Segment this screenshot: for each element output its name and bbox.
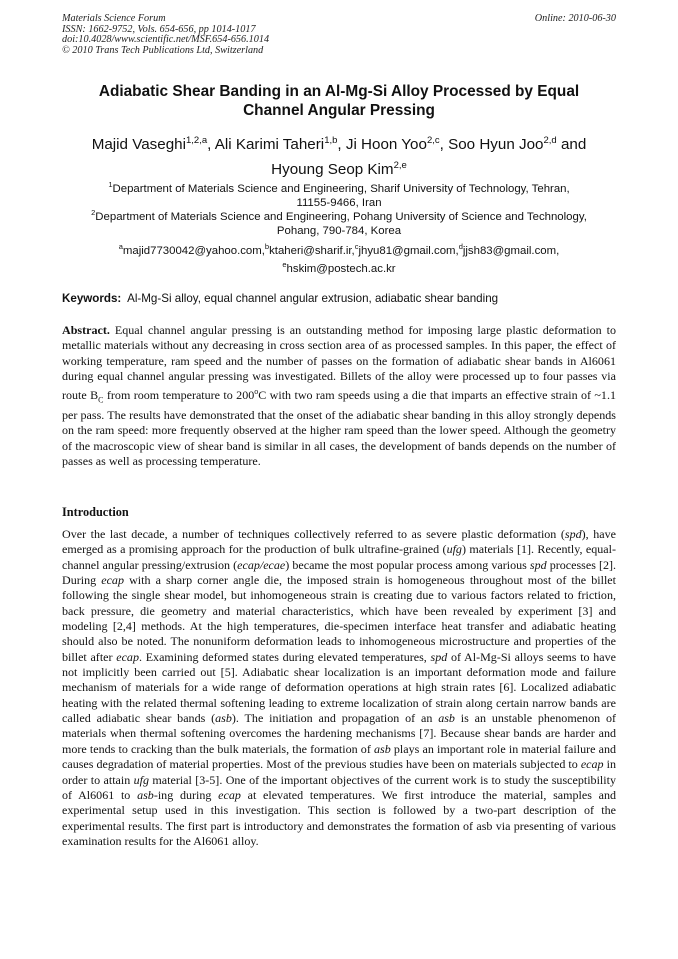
intro-italic: asb [438,711,455,726]
abstract-text: C with two ram speeds using a die that imparts an effective strain of ~1.1 per pass. The results have demonstrated that the onset of the adiabatic shear banding in this alloy strongly depends on the ram speed: more frequently observed at the higher ram speed than the lower speed. Although the geometry of the macroscopic view of shear band is similar in all cases, the development of bands depends on the number of passes as well as processing temperature. [62,388,616,468]
email-address: hskim@postech.ac.kr [286,262,396,275]
author-name: Majid Vaseghi [91,136,186,154]
intro-italic: asb [374,741,391,756]
email-mark: d [458,242,463,251]
email-address: ktaheri@sharif.ir, [269,244,355,257]
intro-text: at elevated temperatures. We first introduce the material, samples and experimental setup used in this investigation. This section is followed by a two-part description of the experimental results. The first part is introductory and demonstrates the formation of asb via presenting of various examination results for the Al6061 alloy. [62,787,616,848]
keywords-text: Al-Mg-Si alloy, equal channel angular extrusion, adiabatic shear banding [127,292,499,305]
intro-italic: ecap [218,787,241,802]
email-mark: e [282,260,287,269]
intro-italic: ecap/ecae [237,557,286,572]
intro-text: Over the last decade, a number of techniques collectively referred to as severe plastic deformation ( [62,527,565,541]
section-heading-introduction: Introduction [62,505,129,519]
intro-text: in order to attain [62,757,616,787]
author-list: Majid Vaseghi$^{1,2,a}$, Ali Karimi Taheri$^{1,b}$, Ji Hoon Yoo$^{2,c}$, Soo Hyun Joo$^{2,d}$ and Hyoung Seop Kim$^{2,e}$ [91,135,587,179]
email-address: jjsh83@gmail.com, [462,244,560,257]
intro-text: ), have emerged as a promising approach for the production of bulk ultrafine-grained ( [62,527,616,557]
abstract [62,323,616,469]
intro-italic: spd [430,649,448,664]
author-name: Ji Hoon Yoo [345,136,427,154]
title-line-1: Adiabatic Shear Banding in an Al-Mg-Si Alloy Processed by Equal [98,83,580,100]
intro-text: is an unstable phenomenon of materials when thermal softening overcomes the hardening mechanisms [7]. Because shear bands are harder and more tends to cracking than the bulk materials, the formation of [62,711,616,756]
introduction-paragraph [62,527,616,849]
author-affil-mark: 1,2,a [185,135,208,146]
keywords [62,292,618,306]
author-name: Hyoung Seop Kim [271,161,394,179]
doi-line: doi:10.4028/www.scientific.net/MSF.654-656.1014 [62,34,270,46]
email-list [62,240,616,276]
copyright-line: © 2010 Trans Tech Publications Ltd, Switzerland [62,44,264,56]
affil-text: Pohang, 790-784, Korea [276,225,402,237]
author-name: Soo Hyun Joo [448,136,544,154]
journal-metadata [62,14,269,56]
intro-text: ) materials [1]. Recently, equal-channel angular pressing/extrusion ( [62,542,616,572]
intro-italic: ecap [580,757,604,772]
journal-name: Materials Science Forum [62,13,166,24]
affil-text: Department of Materials Science and Engineering, Pohang University of Science and Technology, [95,210,587,223]
intro-italic: spd [529,557,547,572]
affil-number: 2 [91,208,96,217]
email-address: jhyu81@gmail.com, [358,244,459,257]
intro-italic: asb [215,711,232,726]
affil-number: 1 [108,180,113,189]
affil-text: 11155-9466, Iran [296,197,382,209]
intro-italic: ecap [101,573,124,588]
intro-text: with a sharp corner angle die, the imposed strain is homogeneous throughout most of the billet following the single shear model, but inhomogeneous strain is creating due to various factors related to friction, back pressure, die geometry and material characteristics, which have been revealed by experiment [3] and modeling [2,4] methods. At the high temperatures, die-specimen interface heat transfer and adiabatic heating should also be noted. The nonuniform deformation leads to inhomogeneous microstructure and properties of the billet after [62,573,617,664]
author-affil-mark: 1,b [324,135,338,146]
abstract-text: Equal channel angular pressing is an outstanding method for imposing large plastic deformation to metallic materials without any decreasing in cross section area of as processed samples. In this paper, the effect of working temperature, ram speed and the number of passes on the formation of adiabatic shear bands in Al6061 during equal channel angular pressing was investigated. Billets of the alloy were processed up to four passes via route B [62,323,617,403]
affiliation-2 [58,206,620,238]
paper-title [62,82,616,120]
title-line-2: Channel Angular Pressing [243,102,435,119]
abstract-subscript: C [98,395,104,405]
intro-italic: asb [137,787,154,802]
email-mark: b [264,242,270,251]
intro-text: processes [2]. During [62,557,617,588]
email-mark: c [354,242,359,251]
abstract-text: from room temperature to 200 [103,388,255,403]
abstract-superscript: o [254,387,259,397]
intro-text: . Examining deformed states during elevated temperatures, [138,649,431,664]
author-name: Ali Karimi Taheri [214,136,325,154]
intro-italic: spd [564,527,582,541]
author-affil-mark: 2,c [426,135,440,146]
keywords-label: Keywords: [62,292,122,305]
online-date: Online: 2010-06-30 [534,13,616,24]
intro-italic: ufg [133,772,150,787]
intro-text: -ing during [153,787,219,802]
intro-italic: ecap [116,649,139,664]
email-address: majid7730042@yahoo.com, [122,244,265,257]
intro-text: material [3-5]. One of the important objectives of the current work is to study the susceptibility of Al6061 to [62,772,616,802]
affil-text: Department of Materials Science and Engineering, Sharif University of Technology, Tehran, [112,182,570,195]
intro-italic: ufg [446,542,462,557]
intro-text: of Al-Mg-Si alloys seems to have not implicitly been carried out [5]. Adiabatic shear localization is an important deformation mode and failure mechanism of materials for a wide range of deformation operations at high strain rates [6]. Localized adiabatic heating with the related thermal softening leading to extreme localization of strain along certain narrow bands are called adiabatic shear bands ( [62,649,617,726]
issn-line: ISSN: 1662-9752, Vols. 654-656, pp 1014-1017 [62,23,256,35]
email-mark: a [118,242,123,251]
author-affil-mark: 2,e [393,160,407,172]
intro-text: plays an important role in material failure and causes degradation of material properties. Most of the previous studies have been on materials subjected to [62,741,616,772]
intro-text: ). The initiation and propagation of an [231,711,439,726]
abstract-label: Abstract. [62,323,110,337]
author-and: and [560,136,587,154]
author-affil-mark: 2,d [543,135,557,146]
intro-text: ) became the most popular process among various [285,557,530,572]
